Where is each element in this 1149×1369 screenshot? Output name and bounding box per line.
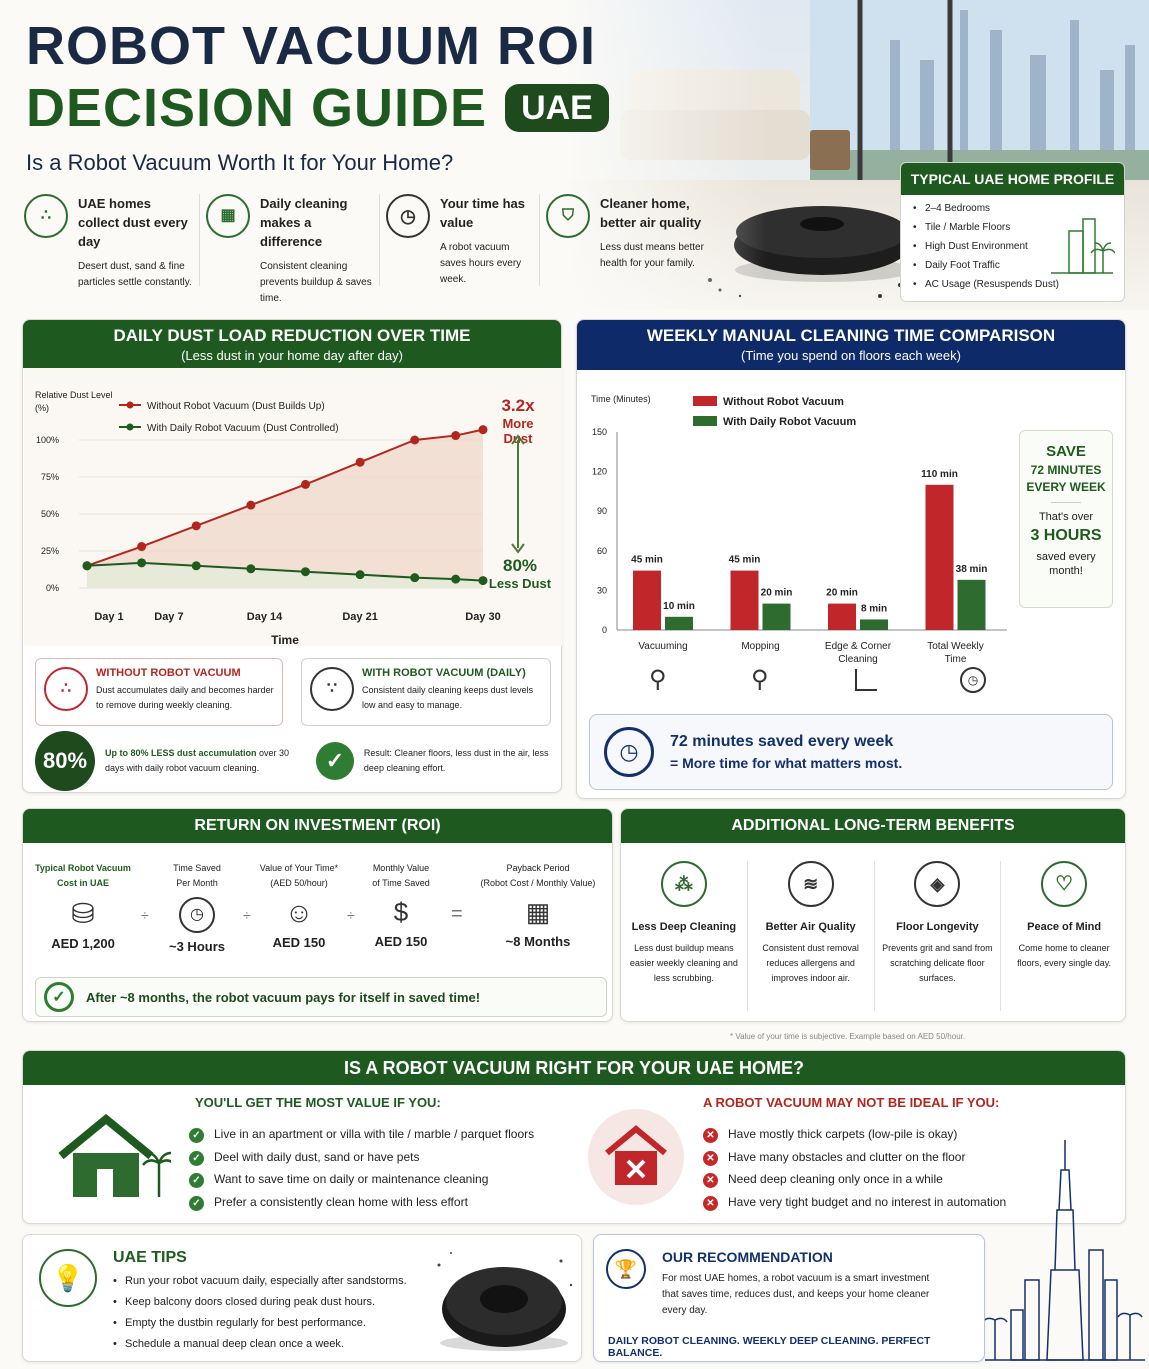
- vacuum-icon: ⚲: [649, 666, 667, 693]
- list-item: [703, 1191, 1006, 1214]
- data-point: [246, 564, 255, 573]
- stat-row: [35, 736, 551, 786]
- benefit-item: [748, 861, 875, 1011]
- roi-col-sublabel: (Robot Cost / Monthly Value): [480, 878, 596, 888]
- dust-panel-header: [23, 320, 561, 368]
- data-point: [451, 575, 460, 584]
- legend-label: Without Robot Vacuum: [723, 396, 844, 408]
- feature-title: UAE homes collect dust every day: [78, 196, 188, 249]
- title-line-2: DECISION GUIDE: [26, 78, 488, 138]
- list-item: • Tile / Marble Floors: [913, 218, 1124, 237]
- data-point: [137, 558, 146, 567]
- page-subtitle: Is a Robot Vacuum Worth It for Your Home?: [26, 150, 454, 175]
- list-item: • Keep balcony doors closed during peak dust hours.: [113, 1292, 407, 1313]
- save-line-1: SAVE: [1046, 443, 1086, 460]
- y-tick-label: 120: [591, 466, 607, 477]
- corner-icon: [855, 669, 877, 691]
- roi-col-sublabel: Cost in UAE: [56, 878, 109, 888]
- benefits-row: [621, 861, 1127, 1011]
- callout-more-value: 3.2x: [501, 396, 535, 415]
- roi-col-sublabel: (AED 50/hour): [270, 878, 328, 888]
- list-item: • Run your robot vacuum daily, especially after sandstorms.: [113, 1271, 407, 1292]
- y-axis-label: (%): [35, 403, 49, 413]
- dust-panel-subtitle: (Less dust in your home day after day): [181, 348, 403, 363]
- bar: [958, 580, 986, 630]
- roi-col-time: [151, 861, 243, 954]
- clock-icon: ◷: [179, 897, 215, 933]
- data-point: [356, 570, 365, 579]
- roi-col-monthly: [353, 861, 449, 949]
- over-line-3: saved every: [1036, 551, 1096, 563]
- list-item-text: Prefer a consistently clean home with less effort: [214, 1194, 468, 1209]
- coins-icon: ⛁: [71, 898, 95, 929]
- roi-col-value-time: [249, 861, 349, 950]
- roi-col-label: Typical Robot Vacuum: [35, 863, 131, 873]
- bar: [731, 571, 759, 630]
- recommendation-text: For most UAE homes, a robot vacuum is a smart investment that saves time, reduces dust, and keeps your home cleaner every day.: [662, 1273, 930, 1316]
- dust-panel-title: DAILY DUST LOAD REDUCTION OVER TIME: [113, 326, 471, 345]
- data-label: 110 min: [921, 468, 958, 480]
- list-item: [703, 1123, 1006, 1146]
- recommendation-panel: [593, 1234, 985, 1362]
- roi-columns: [23, 861, 614, 971]
- check-icon: ✓: [189, 1173, 204, 1188]
- callout-less-dust: [485, 556, 555, 591]
- callout-more-label: More Dust: [502, 416, 534, 446]
- legend-label: Without Robot Vacuum (Dust Builds Up): [147, 401, 325, 412]
- over-line-4: month!: [1049, 565, 1083, 577]
- skyline-icon: [985, 1130, 1145, 1365]
- roi-header: RETURN ON INVESTMENT (ROI): [23, 809, 612, 843]
- roi-col-cost: [23, 861, 143, 951]
- bar: [763, 604, 791, 630]
- data-label: 45 min: [631, 554, 663, 566]
- dust-panel: [22, 319, 562, 793]
- recommendation-title: OUR RECOMMENDATION: [662, 1249, 833, 1265]
- data-label: 45 min: [728, 554, 761, 566]
- data-label: 10 min: [663, 600, 695, 612]
- feature-daily: [200, 194, 380, 304]
- data-point: [410, 573, 419, 582]
- roi-col-value: ~8 Months: [505, 934, 571, 949]
- calendar-icon: ▦: [206, 194, 250, 238]
- x-tick-label: Time: [944, 654, 967, 665]
- roi-footer-text: After ~8 months, the robot vacuum pays for itself in saved time!: [86, 989, 481, 1005]
- check-icon: ✓: [44, 982, 74, 1012]
- operator: ÷: [347, 907, 355, 923]
- data-point: [83, 561, 92, 570]
- list-item-text: Want to save time on daily or maintenance cleaning: [214, 1172, 489, 1186]
- tips-panel: [22, 1234, 582, 1362]
- profile-title: TYPICAL UAE HOME PROFILE: [901, 163, 1124, 195]
- footnote: * Value of your time is subjective. Example based on AED 50/hour.: [730, 1032, 966, 1041]
- legend-swatch: [127, 424, 134, 431]
- legend-swatch: [693, 396, 717, 406]
- bar: [860, 619, 888, 630]
- house-x-icon: [601, 1121, 671, 1191]
- tile-icon: ◈: [914, 861, 960, 907]
- without-title: WITHOUT ROBOT VACUUM: [96, 667, 241, 679]
- y-tick-label: 60: [596, 545, 607, 556]
- y-tick-label: 0: [601, 625, 607, 635]
- list-item: [189, 1191, 534, 1214]
- roi-col-label: Monthly Value: [372, 863, 430, 873]
- no-list: [703, 1123, 1006, 1213]
- benefit-desc: Come home to cleaner floors, every single day.: [1017, 943, 1112, 968]
- x-tick-label: Mopping: [741, 641, 780, 652]
- list-item-text: Need deep cleaning only once in a while: [728, 1172, 943, 1186]
- data-label: 8 min: [860, 603, 888, 615]
- heart-icon: ♡: [1041, 861, 1087, 907]
- list-item: [189, 1146, 534, 1169]
- dust-icon: ∴: [44, 667, 88, 711]
- data-label: 20 min: [760, 587, 793, 599]
- air-icon: ≋: [788, 861, 834, 907]
- bar: [926, 485, 954, 630]
- operator: ÷: [243, 907, 251, 923]
- roi-col-payback: [469, 861, 607, 949]
- check-icon: ✓: [189, 1196, 204, 1211]
- list-item-text: Live in an apartment or villa with tile / marble / parquet floors: [214, 1127, 535, 1141]
- result-text: Result: Cleaner floors, less dust in the air, less deep cleaning effort.: [363, 748, 549, 773]
- roi-col-value: AED 150: [272, 935, 326, 950]
- over-line-1: That's over: [1038, 511, 1094, 523]
- benefit-title: Better Air Quality: [765, 921, 856, 933]
- clock-icon: ◷: [960, 667, 986, 693]
- feature-desc: Consistent cleaning prevents buildup & saves time.: [260, 261, 372, 304]
- yes-list: [189, 1123, 534, 1213]
- data-point: [479, 425, 488, 434]
- y-tick-label: 0%: [45, 583, 59, 593]
- x-tick-label: Day 1: [94, 611, 124, 623]
- x-icon: ✕: [703, 1173, 718, 1188]
- home-profile-card: [900, 162, 1125, 302]
- y-tick-label: 75%: [40, 472, 59, 482]
- x-icon: ✕: [703, 1128, 718, 1143]
- mop-icon: ⚲: [751, 666, 769, 693]
- benefit-title: Floor Longevity: [896, 921, 979, 933]
- roi-col-sublabel: of Time Saved: [372, 878, 430, 888]
- uae-badge: UAE: [505, 84, 609, 132]
- roi-col-value: AED 150: [374, 934, 428, 949]
- x-tick-label: Day 30: [465, 611, 501, 623]
- check-icon: ✓: [189, 1128, 204, 1143]
- y-tick-label: 90: [596, 506, 607, 517]
- legend-label: With Daily Robot Vacuum: [723, 416, 857, 428]
- clock-icon: ◷: [386, 194, 430, 238]
- data-point: [301, 567, 310, 576]
- x-tick-label: Cleaning: [838, 654, 878, 665]
- sparkle-icon: ∵: [310, 667, 354, 711]
- legend-swatch: [127, 402, 134, 409]
- data-label: 20 min: [826, 587, 858, 599]
- banner-line-2: = More time for what matters most.: [670, 755, 903, 771]
- y-tick-label: 25%: [40, 546, 59, 556]
- roi-col-sublabel: Per Month: [176, 878, 218, 888]
- stat-rest: over 30 days with daily robot vacuum cleaning.: [105, 748, 290, 773]
- feature-dust: [24, 194, 200, 286]
- x-icon: ✕: [703, 1196, 718, 1211]
- x-tick-label: Total Weekly: [927, 641, 984, 652]
- with-desc: Consistent daily cleaning keeps dust levels low and easy to manage.: [362, 685, 534, 710]
- calendar-icon: ▦: [525, 897, 551, 927]
- callout-less-value: 80%: [502, 556, 538, 575]
- data-point: [246, 501, 255, 510]
- no-title: A ROBOT VACUUM MAY NOT BE IDEAL IF YOU:: [703, 1095, 1000, 1110]
- legend-swatch: [693, 416, 717, 426]
- time-icons: [577, 665, 1017, 699]
- data-point: [356, 458, 365, 467]
- data-point: [192, 561, 201, 570]
- with-card: [301, 658, 551, 726]
- person-icon: ☺: [284, 897, 314, 928]
- list-item-text: Have very tight budget and no interest in automation: [728, 1194, 1007, 1209]
- list-item: • Daily Foot Traffic: [913, 256, 1124, 275]
- y-tick-label: 100%: [35, 435, 59, 445]
- roi-col-label: Time Saved: [173, 863, 221, 873]
- check-icon: ✓: [316, 742, 354, 780]
- list-item: [189, 1168, 534, 1191]
- benefits-panel: [620, 808, 1126, 1022]
- tips-list: [113, 1271, 407, 1355]
- time-chart: [577, 380, 1017, 700]
- trophy-icon: 🏆: [606, 1249, 646, 1289]
- suitability-panel: [22, 1050, 1126, 1224]
- legend-label: With Daily Robot Vacuum (Dust Controlled): [147, 423, 339, 434]
- data-point: [301, 480, 310, 489]
- yes-title: YOU'LL GET THE MOST VALUE IF YOU:: [195, 1095, 441, 1110]
- recommendation-tagline: DAILY ROBOT CLEANING. WEEKLY DEEP CLEANING. PERFECT BALANCE.: [608, 1335, 931, 1359]
- time-panel-header: [577, 320, 1125, 370]
- list-item: • High Dust Environment: [913, 237, 1124, 256]
- benefit-title: Less Deep Cleaning: [631, 921, 737, 933]
- roi-col-label: Value of Your Time*: [259, 863, 339, 873]
- without-card: [35, 658, 283, 726]
- over-line-2: 3 HOURS: [1030, 527, 1102, 544]
- benefit-desc: Consistent dust removal reduces allergens and improves indoor air.: [762, 943, 859, 983]
- benefit-item: [621, 861, 748, 1011]
- lightbulb-icon: 💡: [39, 1249, 97, 1307]
- stat-text: [105, 746, 302, 776]
- without-desc: Dust accumulates daily and becomes harder to remove during weekly cleaning.: [96, 685, 274, 710]
- benefit-item: [1001, 861, 1127, 1011]
- feature-title: Cleaner home, better air quality: [600, 196, 702, 230]
- list-item: [703, 1168, 1006, 1191]
- benefits-header: ADDITIONAL LONG-TERM BENEFITS: [621, 809, 1125, 843]
- y-tick-label: 50%: [40, 509, 59, 519]
- with-title: WITH ROBOT VACUUM (DAILY): [362, 667, 526, 679]
- roi-panel: [22, 808, 613, 1022]
- roi-footer: [35, 977, 607, 1017]
- data-point: [192, 521, 201, 530]
- save-line-3: EVERY WEEK: [1026, 480, 1106, 494]
- feature-title: Daily cleaning makes a difference: [260, 196, 348, 249]
- operator: ÷: [141, 907, 149, 923]
- feature-air: [540, 194, 715, 286]
- house-icon: [51, 1111, 171, 1201]
- x-tick-label: Day 14: [246, 611, 283, 623]
- save-card: [1019, 430, 1113, 608]
- stat-bold: Up to 80% LESS dust accumulation: [105, 748, 257, 758]
- benefit-item: [875, 861, 1002, 1011]
- roi-col-value: ~3 Hours: [169, 939, 225, 954]
- list-item: • AC Usage (Resuspends Dust): [913, 275, 1124, 294]
- x-tick-label: Day 21: [342, 611, 378, 623]
- list-item: • 2–4 Bedrooms: [913, 199, 1124, 218]
- list-item: • Schedule a manual deep clean once a week.: [113, 1334, 407, 1355]
- x-axis-label: Time: [271, 633, 299, 647]
- dust-chart: [23, 380, 563, 660]
- banner-line-1: 72 minutes saved every week: [670, 733, 894, 750]
- time-panel: [576, 319, 1126, 799]
- feature-time: [380, 194, 540, 286]
- data-point: [451, 431, 460, 440]
- data-point: [410, 436, 419, 445]
- roi-col-label: Payback Period: [506, 863, 570, 873]
- x-icon: ✕: [703, 1151, 718, 1166]
- x-tick-label: Day 7: [154, 611, 184, 623]
- divider: [1051, 502, 1081, 503]
- feature-desc: A robot vacuum saves hours every week.: [440, 242, 522, 285]
- time-panel-title: WEEKLY MANUAL CLEANING TIME COMPARISON: [646, 326, 1056, 345]
- money-bag-icon: $: [393, 897, 409, 927]
- operator: =: [451, 903, 463, 925]
- y-tick-label: 30: [596, 585, 607, 596]
- city-icon: [1049, 211, 1115, 277]
- list-item-text: Deel with daily dust, sand or have pets: [214, 1149, 420, 1164]
- features-row: [24, 194, 724, 304]
- saved-banner: [589, 714, 1113, 790]
- feature-desc: Desert dust, sand & fine particles settle constantly.: [78, 261, 192, 288]
- title-line-1: ROBOT VACUUM ROI: [26, 16, 596, 76]
- list-item-text: Have mostly thick carpets (low-pile is okay): [728, 1127, 958, 1141]
- page-title: [26, 16, 609, 176]
- robot-vacuum-image: [431, 1245, 577, 1357]
- roi-col-value: AED 1,200: [51, 936, 115, 951]
- tips-title: UAE TIPS: [113, 1249, 187, 1266]
- data-point: [137, 542, 146, 551]
- bar: [828, 604, 856, 630]
- arrow-icon: [511, 434, 525, 554]
- benefit-title: Peace of Mind: [1027, 921, 1102, 933]
- list-item: • Empty the dustbin regularly for best performance.: [113, 1313, 407, 1334]
- bar: [633, 571, 661, 630]
- callout-less-label: Less Dust: [488, 576, 552, 591]
- list-item-text: Have many obstacles and clutter on the floor: [728, 1149, 966, 1164]
- sparkle-icon: ⁂: [661, 861, 707, 907]
- data-label: 38 min: [955, 563, 988, 575]
- y-axis-label: Time (Minutes): [591, 394, 651, 404]
- bar: [665, 617, 693, 630]
- benefit-desc: Prevents grit and sand from scratching delicate floor surfaces.: [882, 943, 993, 983]
- y-tick-label: 150: [591, 427, 607, 437]
- x-tick-label: Edge & Corner: [824, 641, 892, 652]
- feature-title: Your time has value: [440, 196, 526, 230]
- y-axis-label: Relative Dust Level: [35, 390, 113, 400]
- x-tick-label: Vacuuming: [638, 641, 688, 652]
- benefit-desc: Less dust buildup means easier weekly cleaning and less scrubbing.: [629, 943, 738, 983]
- suitability-header: IS A ROBOT VACUUM RIGHT FOR YOUR UAE HOME?: [23, 1051, 1125, 1085]
- shield-leaf-icon: ⛉: [546, 194, 590, 238]
- percent-badge: 80%: [35, 731, 95, 791]
- check-icon: ✓: [189, 1151, 204, 1166]
- time-panel-subtitle: (Time you spend on floors each week): [741, 348, 961, 363]
- dust-icon: ∴: [24, 194, 68, 238]
- list-item: [189, 1123, 534, 1146]
- feature-desc: Less dust means better health for your family.: [600, 242, 704, 269]
- save-line-2: 72 MINUTES: [1030, 463, 1102, 477]
- clock-icon: ◷: [604, 727, 654, 777]
- list-item: [703, 1146, 1006, 1169]
